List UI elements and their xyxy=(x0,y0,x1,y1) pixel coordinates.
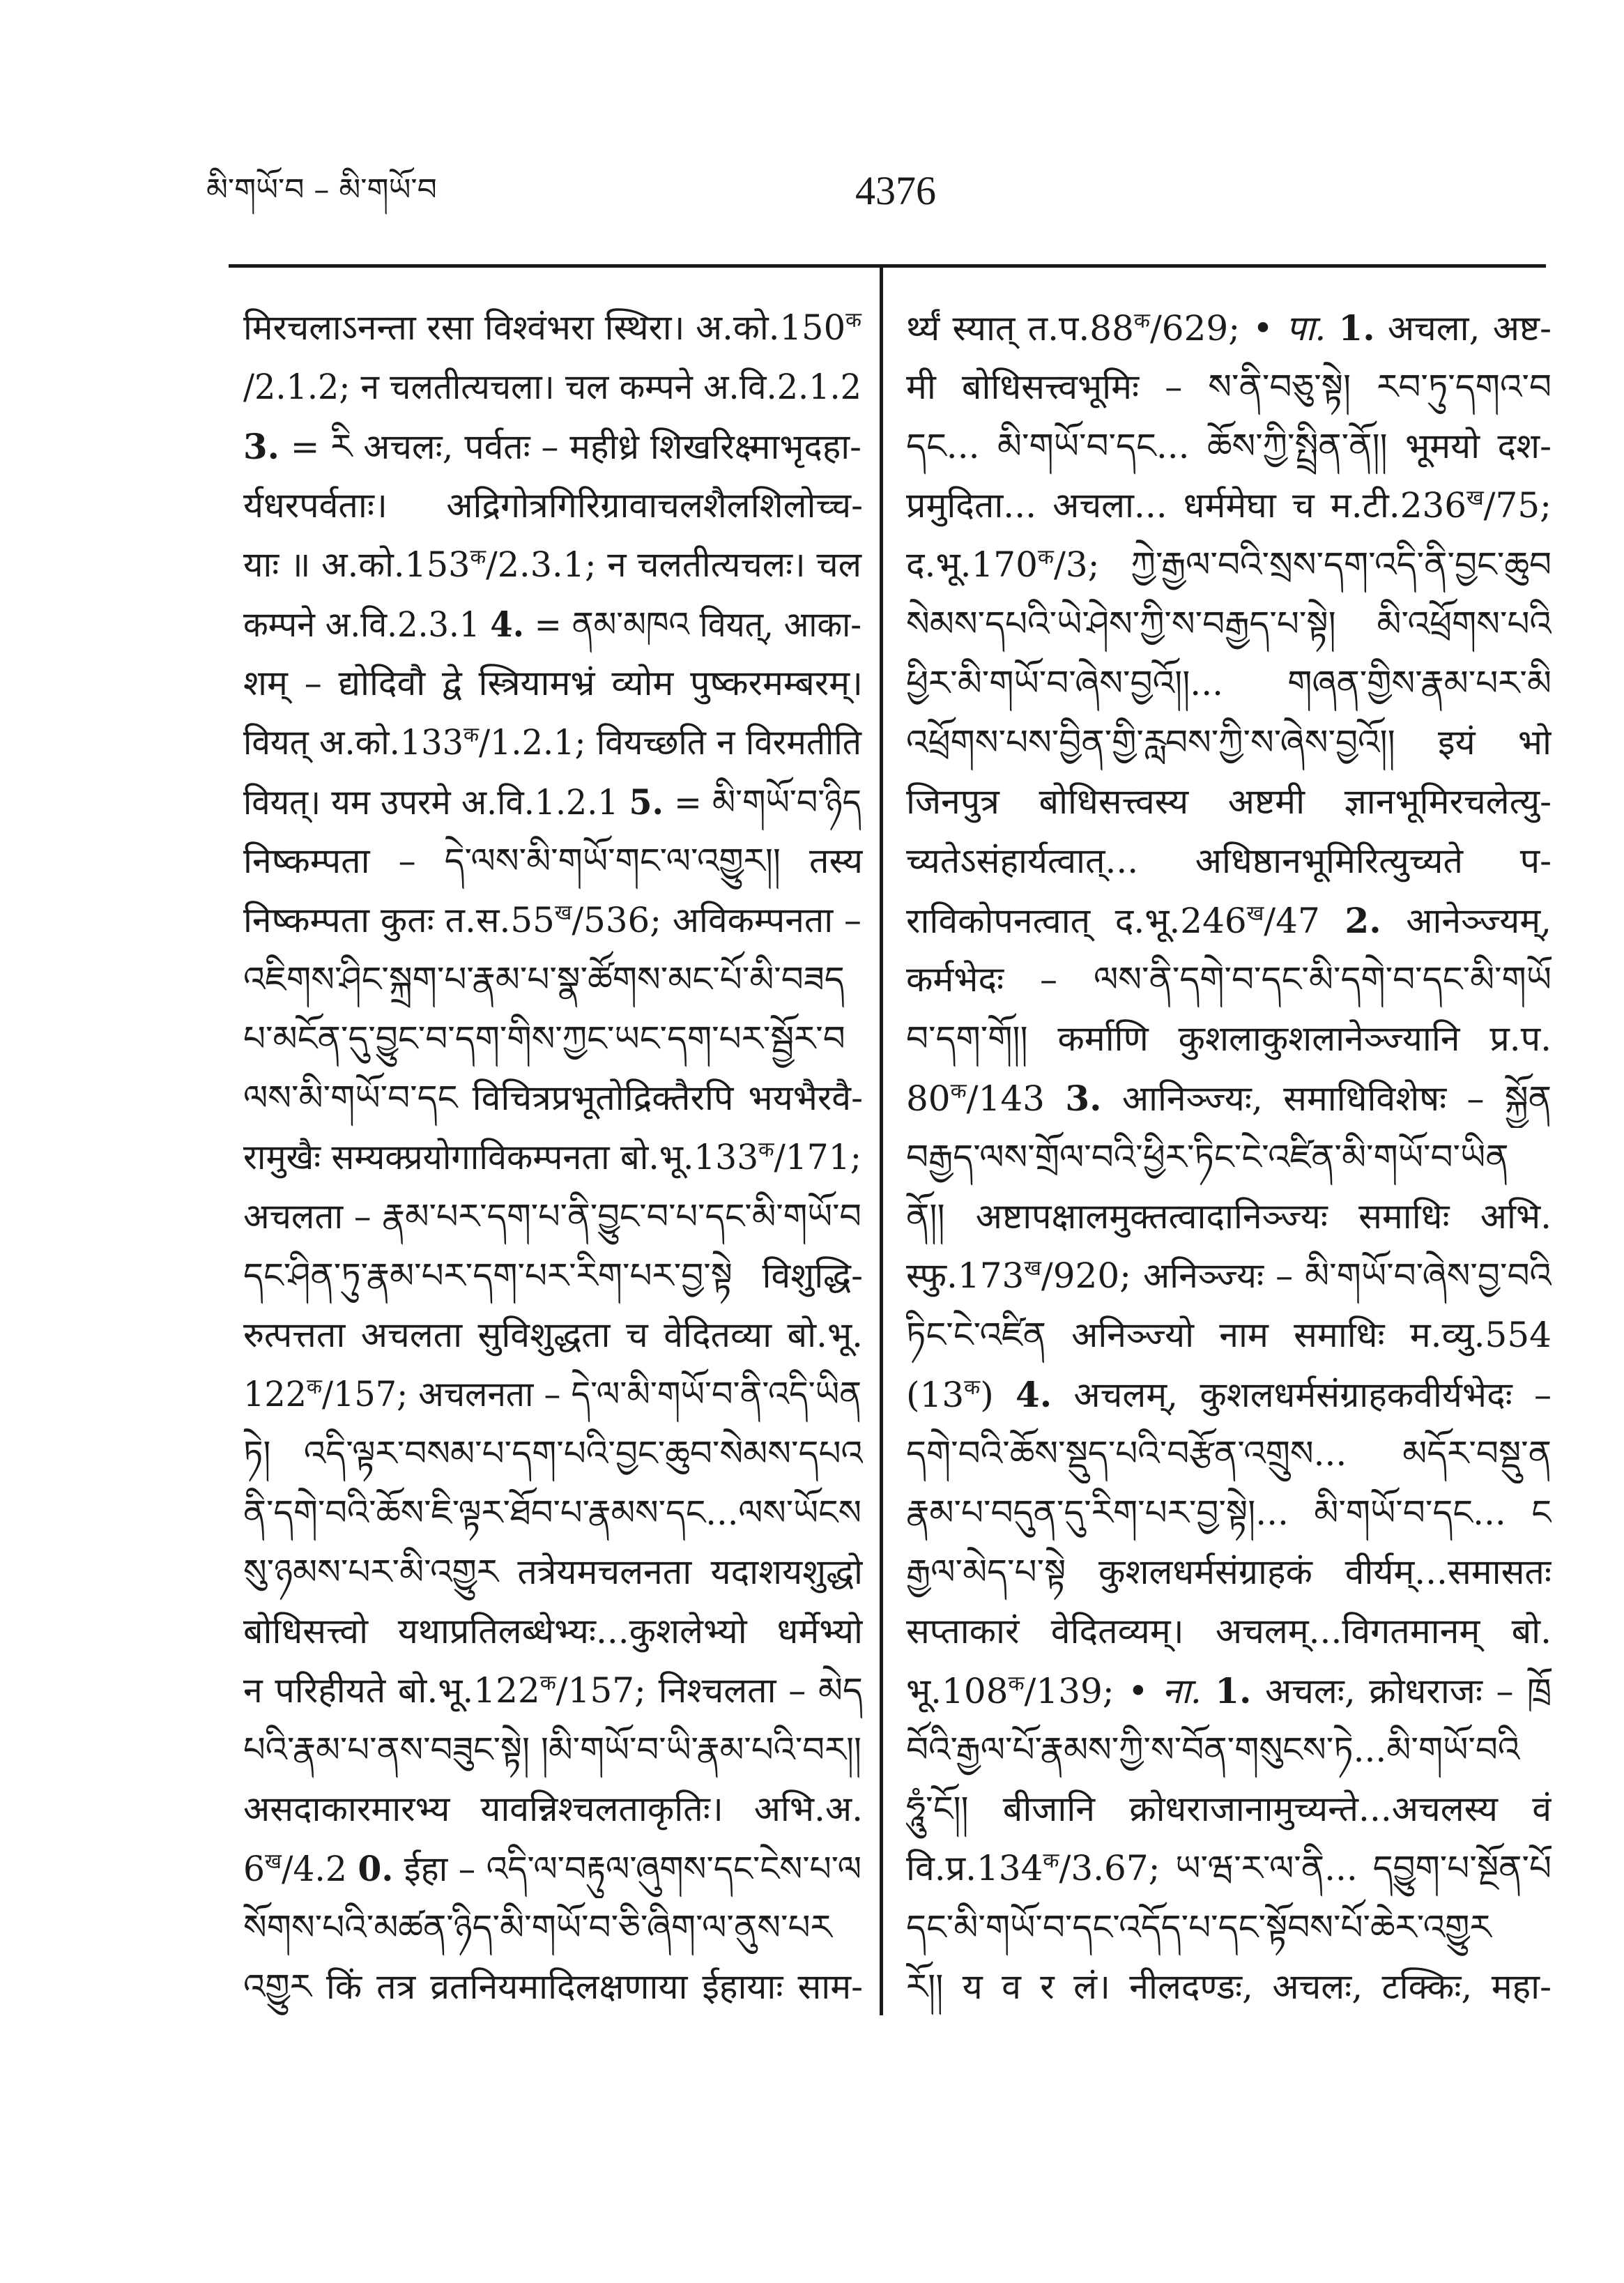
text-run: र्थ्यं स्यात् त.प.88 xyxy=(906,308,1134,349)
text-run: बोधिसत्त्वो यथाप्रतिलब्धेभ्यः...कुशलेभ्यो धर्मेभ्यो xyxy=(243,1611,863,1651)
text-line xyxy=(243,772,863,832)
text-run: अचलता – རྣམ་པར་དག་པ་ནི་བྱུང་བ་པ་དང་མི་གཡོ་བ xyxy=(243,1196,861,1237)
text-line xyxy=(906,1661,1552,1720)
text-line-content xyxy=(906,1018,1552,1059)
text-run: द.भू.170 xyxy=(906,544,1038,585)
text-run: अचलः, क्रोधराजः – ཁྲོ xyxy=(1251,1671,1552,1711)
text-line xyxy=(243,1128,863,1187)
category-label: पा. xyxy=(1285,308,1326,349)
text-run: र्यधरपर्वताः। अद्रिगोत्रगिरिग्रावाचलशैलशिलोच्च- xyxy=(243,485,863,526)
text-line xyxy=(243,1009,863,1069)
folio-side-superscript: क xyxy=(1043,1849,1059,1873)
text-run: /171; xyxy=(774,1137,861,1177)
text-run: रुत्पत्तता अचलता सुविशुद्धता च वेदितव्या बो.भू. xyxy=(243,1315,863,1355)
folio-side-superscript: क xyxy=(1037,545,1054,570)
folio-side-superscript: ख xyxy=(265,1849,282,1874)
folio-side-superscript: क xyxy=(470,545,487,570)
text-run: དགེ་བའི་ཆོས་སྡུད་པའི་བརྩོན་འགྲུས... མདོར་བསྡུ་ན xyxy=(906,1433,1552,1474)
entry-number: 1. xyxy=(1338,307,1375,349)
text-run: वियत्। यम उपरमे अ.वि.1.2.1 xyxy=(243,782,629,823)
text-run: रामुखैः सम्यक्प्रयोगाविकम्पनता बो.भू.133 xyxy=(243,1137,759,1177)
folio-side-superscript: क xyxy=(964,1375,981,1400)
text-run: वि.प्र.134 xyxy=(906,1848,1043,1888)
category-label: ना. xyxy=(1162,1671,1202,1711)
text-line-content xyxy=(906,901,1552,941)
text-line xyxy=(906,1424,1552,1483)
text-run: मी बोधिसत्त्वभूमिः – ས་ནི་བཅུ་སྟེ། རབ་ཏུ་དགའ་བ xyxy=(906,367,1552,407)
text-line xyxy=(243,417,863,476)
text-run: བརྒྱད་ལས་གྲོལ་བའི་ཕྱིར་ཏིང་ངེ་འཛིན་མི་གཡོ་བ་ཡིན xyxy=(906,1137,1509,1177)
text-run: བ་དག་གོ།། कर्माणि कुशलाकुशलानेञ्ज्यानि प्र.प. xyxy=(906,1018,1552,1059)
text-line xyxy=(906,1898,1552,1957)
text-line-content xyxy=(243,713,861,772)
folio-side-superscript: ख xyxy=(1466,486,1484,510)
text-line xyxy=(906,1543,1552,1602)
text-run: ཧཱུཾ་ངོ།། बीजानि क्रोधराजानामुच्यन्ते...अचलस्य वं xyxy=(906,1789,1552,1829)
folio-side-superscript: क xyxy=(463,723,479,747)
text-line-content xyxy=(906,1730,1519,1770)
text-line-content xyxy=(243,959,845,1000)
text-line-content xyxy=(906,1078,1552,1119)
text-line-content xyxy=(243,891,861,950)
text-line-content xyxy=(243,1967,863,2007)
text-run: ईहा – འདི་ལ་བརྟུལ་ཞུགས་དང་ངེས་པ་ལ xyxy=(393,1849,861,1889)
text-line xyxy=(906,950,1552,1009)
text-run: कम्पने अ.वि.2.3.1 xyxy=(243,604,491,645)
text-run: असदाकारमारभ्य यावन्निश्चलताकृतिः। अभि.अ. xyxy=(243,1789,863,1829)
folio-side-superscript: क xyxy=(950,1079,967,1104)
text-run: ཕྱིར་མི་གཡོ་བ་ཞེས་བྱའོ།།... གཞན་གྱིས་རྣམ་པར་མི xyxy=(906,663,1552,703)
text-line-content xyxy=(243,1483,861,1543)
text-line xyxy=(243,1187,863,1246)
text-line-content xyxy=(906,1611,1552,1651)
column-divider xyxy=(880,266,883,2015)
entry-number: 4. xyxy=(490,604,524,645)
text-run: (13 xyxy=(906,1375,965,1415)
text-line xyxy=(906,476,1552,535)
text-run: आनिञ्ज्यः, समाधिविशेषः – སྐྱོན xyxy=(1101,1078,1552,1119)
text-line-content xyxy=(243,841,863,881)
text-run: འགྱུར किं तत्र व्रतनियमादिलक्षणाया ईहायाः साम- xyxy=(243,1967,863,2007)
text-run: = རི अचलः, पर्वतः – महीध्रे शिखरिक्ष्माभृदहा- xyxy=(279,427,861,467)
folio-side-superscript: क xyxy=(1133,309,1150,333)
entry-number: 5. xyxy=(629,781,664,823)
text-line-content xyxy=(243,1789,863,1829)
text-run: /157; अचलनता – དེ་ལ་མི་གཡོ་བ་ནི་འདི་ཡིན xyxy=(321,1374,861,1414)
text-line-content xyxy=(243,1018,845,1059)
text-line xyxy=(243,713,863,772)
text-line xyxy=(906,1483,1552,1543)
text-line-content xyxy=(906,959,1552,1000)
folio-side-superscript: ख xyxy=(1246,901,1264,926)
text-line-content xyxy=(906,663,1552,703)
text-line xyxy=(243,535,863,595)
text-run: ཏེ། འདི་ལྟར་བསམ་པ་དག་པའི་བྱང་ཆུབ་སེམས་དཔའ xyxy=(243,1433,863,1474)
text-line-content xyxy=(243,1078,863,1118)
text-line xyxy=(243,1424,863,1483)
text-line xyxy=(906,1720,1552,1780)
text-run: आनेञ्ज्यम्, xyxy=(1381,901,1552,941)
text-line-content xyxy=(243,1611,863,1651)
text-line xyxy=(906,1069,1552,1128)
text-line-content xyxy=(243,1128,861,1187)
text-line xyxy=(243,1069,863,1128)
text-line-content xyxy=(243,1552,863,1592)
text-run: /47 xyxy=(1264,901,1345,941)
text-line-content xyxy=(243,1907,832,1948)
text-line-content xyxy=(243,1255,863,1296)
text-run: च्यतेऽसंहार्यत्वात्... अधिष्ठानभूमिरित्युच्यते प- xyxy=(906,841,1552,881)
entry-number: 0. xyxy=(358,1848,394,1889)
folio-side-superscript: क xyxy=(1008,1672,1025,1696)
text-run: न परिहीयते बो.भू.122 xyxy=(243,1670,540,1711)
text-run: སོགས་པའི་མཚན་ཉིད་མི་གཡོ་བ་ཅི་ཞིག་ལ་ནུས་པར xyxy=(243,1907,832,1948)
text-run: ) xyxy=(980,1375,1016,1415)
text-run: པའི་རྣམ་པ་ནས་བཟུང་སྟེ། །མི་གཡོ་བ་ཡི་རྣམ་པའི་བར།། xyxy=(243,1730,861,1770)
text-line-content xyxy=(906,1315,1552,1355)
folio-side-superscript: क xyxy=(758,1138,774,1162)
text-run: जिनपुत्र बोधिसत्त्वस्य अष्टमी ज्ञानभूमिरचलेत्यु- xyxy=(906,781,1552,822)
text-run: /629; • xyxy=(1149,308,1286,349)
text-line xyxy=(243,1957,863,2017)
text-line-content xyxy=(906,1433,1552,1474)
text-run: याः ॥ अ.को.153 xyxy=(243,544,470,585)
page-number: 4376 xyxy=(855,168,936,213)
text-run: /2.3.1; न चलतीत्यचलः। चल xyxy=(486,544,861,585)
text-run: स्फु.173 xyxy=(906,1255,1025,1296)
text-line xyxy=(906,1306,1552,1365)
text-line xyxy=(243,476,863,535)
text-run: འཇིགས་ཤིང་སྐྲག་པ་རྣམ་པ་སྣ་ཚོགས་མང་པོ་མི་བཟད xyxy=(243,959,845,1000)
text-line-content xyxy=(243,1670,863,1711)
text-line xyxy=(906,1246,1552,1306)
text-line xyxy=(906,832,1552,891)
text-run: शम् – द्योदिवौ द्वे स्त्रियामभ्रं व्योम पुष्करमम्बरम्। xyxy=(243,663,863,703)
text-line-content xyxy=(243,1187,861,1246)
text-line xyxy=(906,891,1552,950)
text-line xyxy=(243,595,863,654)
text-run: བོའི་རྒྱལ་པོ་རྣམས་ཀྱི་ས་བོན་གསུངས་ཏེ...མི་གཡོ་བའི xyxy=(906,1730,1520,1770)
text-line-content xyxy=(243,1365,861,1424)
entry-number: 3. xyxy=(1065,1078,1102,1119)
text-line-content xyxy=(243,485,863,526)
text-line xyxy=(906,358,1552,417)
text-line xyxy=(906,772,1552,832)
text-run: པ་མངོན་དུ་བྱུང་བ་དག་གིས་ཀྱང་ཡང་དག་པར་སྦྱོར་བ xyxy=(243,1018,845,1059)
text-run: वियत् अ.को.133 xyxy=(243,722,464,763)
text-run: 6 xyxy=(243,1849,266,1889)
text-line-content xyxy=(906,1492,1552,1533)
text-line xyxy=(243,654,863,713)
text-line xyxy=(906,1128,1552,1187)
text-line xyxy=(906,654,1552,713)
text-line-content xyxy=(906,1671,1552,1711)
text-line-content xyxy=(906,485,1552,526)
text-line xyxy=(243,1543,863,1602)
text-line-content xyxy=(906,1196,1552,1237)
right-column xyxy=(906,298,1552,2017)
text-line xyxy=(243,1306,863,1365)
text-line xyxy=(243,832,863,891)
text-line-content xyxy=(243,1839,861,1898)
text-line-content xyxy=(243,595,861,654)
text-line xyxy=(906,535,1552,595)
text-run: सप्ताकारं वेदितव्यम्। अचलम्...विगतमानम् बो. xyxy=(906,1611,1552,1651)
folio-side-superscript: क xyxy=(845,308,861,333)
text-run: ནི་དགེ་བའི་ཆོས་ཇི་ལྟར་ཐོབ་པ་རྣམས་དང...ལས་ཡོངས xyxy=(243,1492,861,1533)
header-rule xyxy=(229,264,1546,268)
text-line xyxy=(243,1246,863,1306)
folio-side-superscript: ख xyxy=(1024,1256,1041,1281)
text-line-content xyxy=(243,358,861,417)
text-run: प्रमुदिता... अचला... धर्ममेघा च म.टी.236 xyxy=(906,485,1467,526)
text-line xyxy=(243,1898,863,1957)
text-line-content xyxy=(906,841,1552,881)
text-run: अचलम्, कुशलधर्मसंग्राहकवीर्यभेदः – xyxy=(1052,1375,1552,1415)
text-run xyxy=(1326,308,1338,349)
text-line xyxy=(906,1009,1552,1069)
text-line xyxy=(906,417,1552,476)
text-line-content xyxy=(243,1433,863,1474)
text-line-content xyxy=(243,417,861,476)
text-line xyxy=(243,1365,863,1424)
text-run: राविकोपनत्वात् द.भू.246 xyxy=(906,901,1247,941)
text-line-content xyxy=(243,535,861,595)
text-line xyxy=(243,1780,863,1839)
text-line-content xyxy=(906,1907,1492,1948)
text-line-content xyxy=(906,1848,1552,1888)
text-run: कर्मभेदः – ལས་ནི་དགེ་བ་དང་མི་དགེ་བ་དང་མི་གཡོ xyxy=(906,959,1552,1000)
text-run: = ནམ་མཁའ वियत्, आका- xyxy=(523,604,861,645)
text-run: /2.1.2; न चलतीत्यचला। चल कम्पने अ.वि.2.1.2 xyxy=(243,367,861,407)
entry-number: 4. xyxy=(1015,1374,1052,1415)
text-run: मिरचलाऽनन्ता रसा विश्वंभरा स्थिरा। अ.को.150 xyxy=(243,307,846,348)
text-run: /139; • xyxy=(1024,1671,1163,1711)
entry-number: 3. xyxy=(243,426,279,467)
text-run: དང... མི་གཡོ་བ་དང... ཆོས་ཀྱི་སྤྲིན་ནོ།། भूमयो दश- xyxy=(906,426,1552,466)
text-run: अचला, अष्ट- xyxy=(1374,308,1552,349)
text-run: /75; xyxy=(1483,485,1552,526)
text-line-content xyxy=(906,722,1552,763)
text-line xyxy=(243,1483,863,1543)
text-run: निष्कम्पता – དེ་ལས་མི་གཡོ་གང་ལ་འགྱུར།། तस्य xyxy=(243,841,863,881)
text-run: སུ་ཉམས་པར་མི་འགྱུར तत्रेयमचलनता यदाशयशुद्धो xyxy=(243,1552,863,1592)
text-line-content xyxy=(243,298,861,358)
text-run: /3; ཀྱེ་རྒྱལ་བའི་སྲས་དག་འདི་ནི་བྱང་ཆུབ xyxy=(1053,544,1552,585)
text-line xyxy=(906,298,1552,358)
text-line-content xyxy=(906,308,1552,349)
text-line-content xyxy=(243,1315,863,1355)
text-run: 80 xyxy=(906,1078,951,1119)
text-line-content xyxy=(906,1552,1552,1592)
text-run: /1.2.1; वियच्छति न विरमतीति xyxy=(478,722,861,763)
text-line-content xyxy=(906,367,1552,407)
text-run: निष्कम्पता कुतः त.स.55 xyxy=(243,900,555,940)
text-run: རྣམ་པ་བདུན་དུ་རིག་པར་བྱ་སྟེ།... མི་གཡོ་བ་དང... ང xyxy=(906,1492,1552,1533)
text-run: = མི་གཡོ་བ་ཉིད xyxy=(664,782,861,823)
text-line xyxy=(243,1720,863,1780)
text-line xyxy=(906,1957,1552,2017)
text-line xyxy=(243,1839,863,1898)
text-line-content xyxy=(906,544,1552,585)
text-run: ཏིང་ངེ་འཛིན अनिञ्ज्यो नाम समाधिः म.व्यु.554 xyxy=(906,1315,1552,1355)
text-run: དང་མི་གཡོ་བ་དང་འདོད་པ་དང་སྟོབས་པོ་ཆེར་འགྱུར xyxy=(906,1907,1492,1948)
text-line xyxy=(243,298,863,358)
text-run: འཕྲོགས་པས་བྱིན་གྱི་རླབས་ཀྱི་ས་ཞེས་བྱའོ།། इयं भो xyxy=(906,722,1552,763)
running-head: མི་གཡོ་བ – མི་གཡོ་བ xyxy=(206,172,437,208)
text-line xyxy=(243,1661,863,1720)
text-run: སེམས་དཔའི་ཡེ་ཤེས་ཀྱི་ས་བརྒྱད་པ་སྟེ། མི་འཕྲོགས་པའི xyxy=(906,604,1552,644)
text-line xyxy=(243,891,863,950)
text-run: ནོ།། अष्टापक्षालमुक्तत्वादानिञ्ज्यः समाधिः अभि. xyxy=(906,1196,1552,1237)
text-line-content xyxy=(243,772,861,832)
text-line-content xyxy=(906,781,1552,822)
text-line xyxy=(906,1602,1552,1661)
text-run: རྒྱལ་མེད་པ་སྟེ कुशलधर्मसंग्राहकं वीर्यम्...समासतः xyxy=(906,1552,1552,1592)
folio-side-superscript: ख xyxy=(554,901,572,925)
text-run: /920; अनिञ्ज्यः – མི་གཡོ་བ་ཞེས་བྱ་བའི xyxy=(1041,1255,1552,1296)
text-run: དང་ཤིན་ཏུ་རྣམ་པར་དག་པར་རིག་པར་བྱ་སྟེ विशुद्धि- xyxy=(243,1255,863,1296)
text-line xyxy=(906,1365,1552,1424)
text-line xyxy=(906,713,1552,772)
left-column xyxy=(243,298,863,2017)
text-line-content xyxy=(906,1789,1552,1829)
text-run: /3.67; ཡ་ཝ་ར་ལ་ནི... དབྱུག་པ་སྔོན་པོ xyxy=(1059,1848,1552,1888)
entry-number: 2. xyxy=(1345,900,1381,941)
text-line-content xyxy=(243,663,863,703)
folio-side-superscript: क xyxy=(307,1375,322,1399)
text-run xyxy=(1202,1671,1216,1711)
text-line-content xyxy=(243,1720,861,1780)
text-run: ལས་མི་གཡོ་བ་དང विचित्रप्रभूतोद्रिक्तैरपि भयभैरवै- xyxy=(243,1078,863,1118)
text-run: /4.2 xyxy=(281,1849,358,1889)
text-line xyxy=(243,358,863,417)
text-run: /536; अविकम्पनता – xyxy=(572,900,861,940)
text-line xyxy=(243,950,863,1009)
text-line-content xyxy=(906,1255,1552,1296)
text-line xyxy=(906,1187,1552,1246)
text-run: भू.108 xyxy=(906,1671,1009,1711)
text-run: 122 xyxy=(243,1374,307,1414)
text-line-content xyxy=(906,1375,1552,1415)
text-line-content xyxy=(906,1137,1509,1177)
folio-side-superscript: क xyxy=(539,1671,556,1695)
text-line xyxy=(906,1839,1552,1898)
text-line xyxy=(906,595,1552,654)
text-line-content xyxy=(906,604,1552,644)
text-line xyxy=(243,1602,863,1661)
text-run: /157; निश्चलता – མེད xyxy=(556,1670,863,1711)
text-run: རོ།། य व र लं। नीलदण्डः, अचलः, टक्किः, महा- xyxy=(906,1967,1552,2007)
text-line-content xyxy=(906,426,1552,466)
entry-number: 1. xyxy=(1215,1670,1252,1711)
text-line-content xyxy=(906,1967,1552,2007)
text-line xyxy=(906,1780,1552,1839)
text-run: /143 xyxy=(966,1078,1066,1119)
